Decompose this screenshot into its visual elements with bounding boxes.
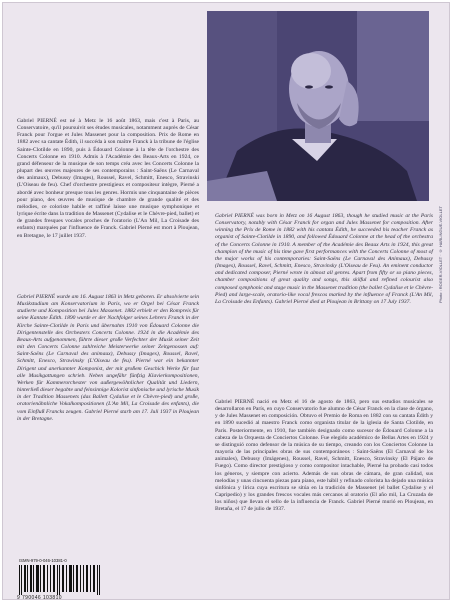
isbn-label: ISMN-979-0-046-10381-0 [19, 558, 67, 563]
biography-english: Gabriel PIERNÉ was born in Metz on 16 August 1863, though he studied music at the Paris Conservatory, notably with César Franck for organ and Jules Massenet for composition. After winning the Prix de Rome in 1882 with his cantata Édith, he succeeded his teacher Franck as organist of Sainte-Clotilde in 1890, and followed Édouard Colonne at the head of the orchestra of the Concerts Colonne in 1910. A member of the Académie des Beaux Arts in 1924, this great champion of the music of his time gave first performances with the Concerts Colonne of most of the major works of his contemporaries: Saint-Saëns (Le Carnaval des Animaux), Debussy (Images), Roussel, Ravel, Schmitt, Enesco, Stravinsky (L'Oiseau de Feu). An eminent conductor and dedicated composer, Pierné wrote in almost all genres. Apart from fifty or so piano pieces, chamber compositions of great quality and songs, this skilful and refined colourist also composed symphonic and stage music in the Massenet tradition (the ballet Cydalise et le Chèvre-Pied) and large-scale, oratorio-like vocal frescos marked by the influence of Franck (L'An Mil, La Croisade des Enfants). Gabriel Pierné died at Ploujean in Brittany on 17 July 1937. [215, 213, 433, 305]
portrait-image [207, 11, 429, 201]
biography-french: Gabriel PIERNÉ est né à Metz le 16 août 1863, mais c'est à Paris, au Conservatoire, qu'il poursuivit ses études musicales, notamment auprès de César Franck pour l'orgue et Jules Massenet pour la composition. Prix de Rome en 1882 avec sa cantate Édith, il succéda à son maître Franck à la tribune de l'église Sainte-Clotilde en 1890, puis à Édouard Colonne à la tête de l'orchestre des Concerts Colonne en 1910. Admis à l'Académie des Beaux-Arts en 1924, ce grand défenseur de la musique de son temps créa avec les Concerts Colonne la plupart des œuvres majeures de ses contemporains : Saint-Saëns (Le Carnaval des animaux), Debussy (Images), Roussel, Ravel, Schmitt, Enesco, Stravinski (L'Oiseau de feu). Chef d'orchestre prestigieux et compositeur intègre, Pierné a abordé avec bonheur presque tous les genres. Hormis une cinquantaine de pièces pour piano, des œuvres de musique de chambre de grande qualité et des mélodies, ce coloriste habile et raffiné laisse une musique symphonique et lyrique écrite dans la tradition de Massenet (Cydalise et le Chèvre-pied, ballet) et de grandes fresques vocales proches de l'oratorio (L'An Mil, La Croisade des enfants) marquées par l'influence de Franck. Gabriel Pierné est mort à Ploujean, en Bretagne, le 17 juillet 1937. [17, 118, 199, 239]
photo-credit: Photo : ROGER-VIOLLET · © HARLINGUE-VIOLLET [438, 206, 443, 303]
barcode-image [17, 565, 105, 595]
biography-spanish: Gabriel PIERNÉ nació en Metz el 16 de agosto de 1863, pero sus estudios musicales se desarrollaron en París, en cuyo Conservatorio fue alumno de César Franck en la clase de órgano, y de Jules Massenet en composición. Obtuvo el Premio de Roma en 1882 con su cantata Édith y en 1890 sucedió al maestro Franck como organista titular de la iglesia de Santa Clotilde, en París. Posteriormente, en 1910, fue también designado como sucesor de Édouard Colonne a la cabeza de la Orquesta de Conciertos Colonne. Fue elegido académico de Bellas Artes en 1924 y se distinguió como defensor de la música de su tiempo, creando con los Conciertos Colonne la mayoría de las principales obras de sus contemporáneos : Saint-Saëns (El Carnaval de los animales), Debussy (Imágenes), Roussel, Ravel, Schmitt, Enesco, Stravinsky (El Pájaro de Fuego). Como director prestigioso y como compositor intachable, Pierné ha probado casi todos los géneros, y siempre con acierto. Además de sus obras de cámara, de gran calidad, sus melodías y unas cincuenta piezas para piano, este hábil y refinado colorista ha dejado una música sinfónica y lírica cuya escritura se sitúa en la tradición de Massenet (el ballet Cydalise y el Capripedio) y los grandes frescos vocales más cercanos al oratorio (El año mil, La Cruzada de los niños) que llevan el sello de la influencia de Franck. Gabriel Pierné murió en Ploujean, en Bretaña, el 17 de julio de 1937. [215, 399, 433, 513]
biography-german: Gabriel PIERNÉ wurde am 16. August 1863 in Metz geboren. Er absolvierte sein Musikstudium am Konservatorium in Paris, wo er Orgel bei César Franck studierte und Komposition bei Jules Massenet. 1882 erhielt er den Rompreis für seine Kantate Édith. 1890 wurde er der Nachfolger seines Lehrers Franck in der Kirche Sainte-Clotilde in Paris und übernahm 1910 von Édouard Colonne die Dirigentenstelle des Orchesters Concerts Colonne. 1924 in die Académie des Beaux-Arts aufgenommen, führte dieser große Verfechter der Musik seiner Zeit mit den Concerts Colonne zahlreiche Meisterwerke seiner Zeitgenossen auf: Saint-Saëns (Le Carnaval des animaux), Debussy (Images), Roussel, Ravel, Schmitt, Enesco, Strawinsky (L'Oiseau de feu). Pierné war ein bekannter Dirigent und anerkannter Komponist, der mit großem Geschick Werke für fast alle Musikgattungen schrieb. Neben ungefähr fünfzig Klavierkompositionen, Werken für Kammerorchester von außergewöhnlicher Qualität und Liedern, hinterließ dieser begabte und feinsinnige Kolorist sinfonische und lyrische Musik in der Tradition Massenets (das Ballett Cydalise et le Chèvre-pied) und große, oratorienähnliche Vokalkompositionen (L'An Mil, La Croisade des enfants), die vom Einfluß Francks zeugen. Gabriel Pierné starb am 17. Juli 1937 in Ploujean in der Bretagne. [17, 294, 199, 422]
barcode-number: 9 790046 103810 [17, 595, 62, 601]
portrait-photo [207, 11, 429, 201]
booklet-page [2, 2, 450, 600]
